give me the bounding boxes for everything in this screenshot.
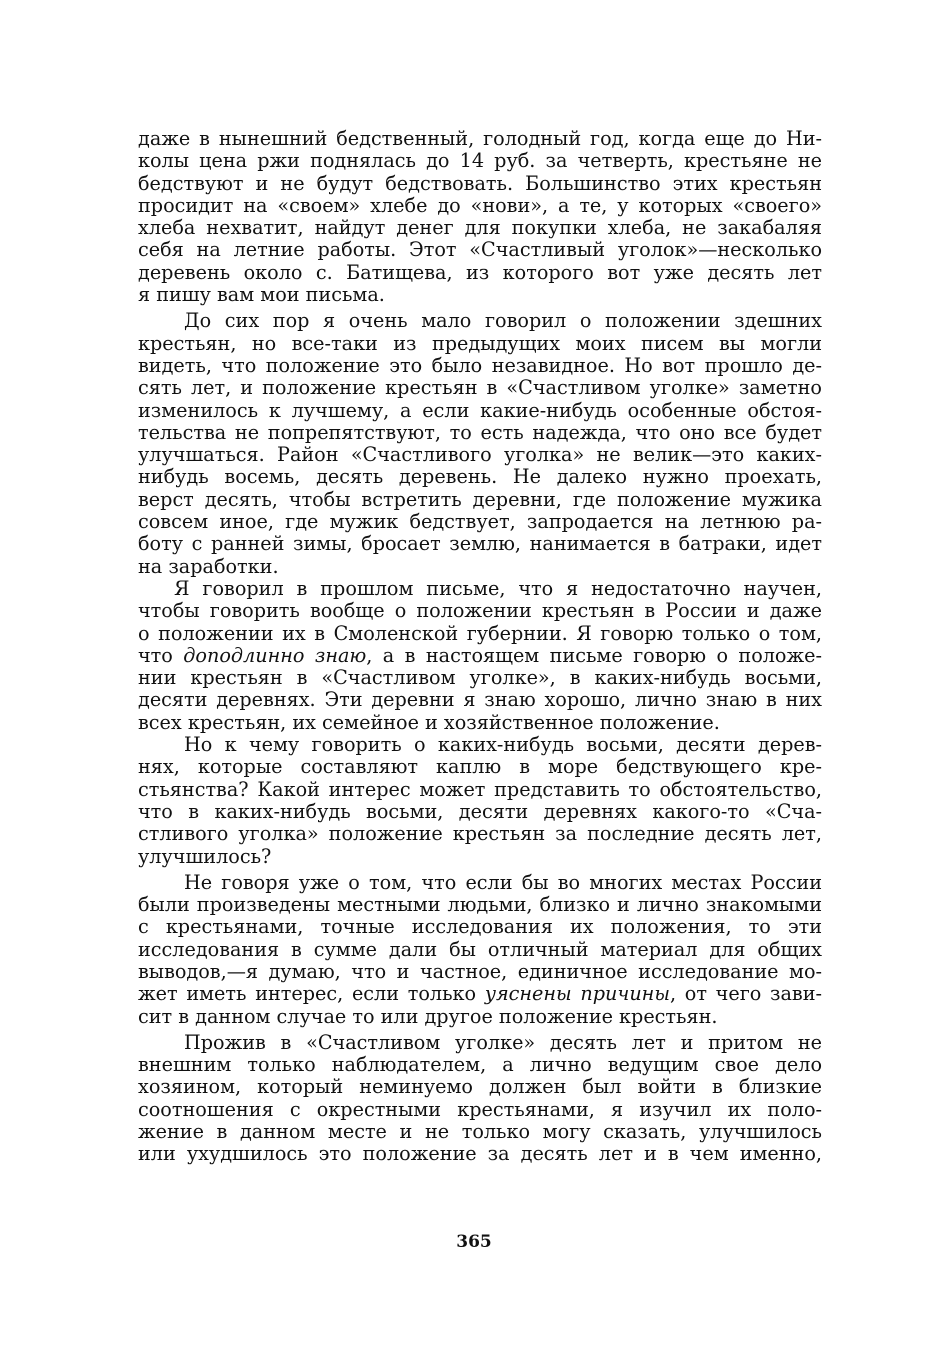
- text-line-with-emphasis: [138, 645, 822, 667]
- text-line: были произведены местными людьми, близко и лично знакомыми: [138, 893, 822, 917]
- text-line: сит в данном случае то или другое положение крестьян.: [138, 1004, 718, 1028]
- text-line: Не говоря уже о том, что если бы во многих местах России: [184, 870, 822, 894]
- text-line: крестьян, но все-таки из предыдущих моих писем вы могли: [138, 331, 822, 355]
- text-fragment: , от чего зави-: [669, 982, 823, 1006]
- text-fragment: что: [138, 643, 184, 667]
- paragraph-6: [138, 1032, 822, 1166]
- text-line: стливого уголка» положение крестьян за последние десять лет,: [138, 822, 822, 846]
- text-line: жение в данном месте и не только могу сказать, улучшилось: [138, 1120, 822, 1144]
- text-line: сять лет, и положение крестьян в «Счастливом уголке» заметно: [138, 376, 822, 400]
- emphasis-text: доподлинно знаю: [183, 643, 367, 667]
- text-line: хозяином, который неминуемо должен был войти в близкие: [138, 1075, 822, 1099]
- text-line: чтобы говорить вообще о положении крестьян в России и даже: [138, 599, 822, 623]
- paragraph-4: [138, 734, 822, 868]
- text-line: тельства не попрепятствуют, то есть надежда, что оно все будет: [138, 420, 822, 444]
- text-line: изменилось к лучшему, а если какие-нибудь особенные обстоя-: [138, 398, 822, 422]
- text-line: десяти деревнях. Эти деревни я знаю хорошо, лично знаю в них: [138, 688, 822, 712]
- text-fragment: жет иметь интерес, если только: [138, 982, 485, 1006]
- text-line: улучшилось?: [138, 844, 272, 868]
- text-line: нибудь восемь, десять деревень. Не далеко нужно проехать,: [138, 465, 822, 489]
- text-line: исследования в сумме дали бы отличный материал для общих: [138, 937, 822, 961]
- text-line: просидит на «своем» хлебе до «нови», а те, у которых «своего»: [138, 193, 822, 217]
- text-line: Но к чему говорить о каких-нибудь восьми, десяти дерев-: [184, 733, 822, 757]
- text-line: о положении их в Смоленской губернии. Я говорю только о том,: [138, 621, 822, 645]
- text-line: деревень около с. Батищева, из которого вот уже десять лет: [138, 260, 822, 284]
- text-line: совсем иное, где мужик бедствует, запродается на летнюю ра-: [138, 510, 822, 534]
- text-line: выводов,—я думаю, что и частное, единичное исследование мо-: [138, 959, 822, 983]
- paragraph-2: [138, 310, 822, 578]
- text-line: До сих пор я очень мало говорил о положении здешних: [184, 309, 822, 333]
- text-line: хлеба нехватит, найдут денег для покупки хлеба, не закабаляя: [138, 216, 822, 240]
- paragraph-1: [138, 128, 822, 306]
- text-line: Я говорил в прошлом письме, что я недостаточно научен,: [174, 576, 822, 600]
- text-line: улучшаться. Район «Счастливого уголка» не велик—это каких-: [138, 443, 822, 467]
- text-line: стьянства? Какой интерес может представить то обстоятельство,: [138, 777, 822, 801]
- emphasis-text: уяснены причины: [484, 982, 670, 1006]
- text-line: или ухудшилось это положение за десять лет и в чем именно,: [138, 1142, 822, 1166]
- text-line: колы цена ржи поднялась до 14 руб. за четверть, крестьяне не: [138, 149, 822, 173]
- text-line: боту с ранней зимы, бросает землю, нанимается в батраки, идет: [138, 532, 822, 556]
- page-number: 365: [456, 1232, 492, 1252]
- body-text: [138, 128, 822, 1166]
- text-line: с крестьянами, точные исследования их положения, то эти: [138, 915, 822, 939]
- paragraph-3: [138, 578, 822, 734]
- text-line: нях, которые составляют каплю в море бедствующего кре-: [138, 755, 822, 779]
- text-line-with-emphasis: [138, 983, 822, 1005]
- text-line: на заработки.: [138, 554, 279, 578]
- text-line: соотношения с окрестными крестьянами, я изучил их поло-: [138, 1097, 822, 1121]
- text-line: я пишу вам мои письма.: [138, 283, 385, 307]
- text-line: что в каких-нибудь восьми, десяти деревнях какого-то «Сча-: [138, 799, 822, 823]
- text-line: нии крестьян в «Счастливом уголке», в каких-нибудь восьми,: [138, 666, 822, 690]
- text-line: даже в нынешний бедственный, голодный год, когда еще до Ни-: [138, 127, 822, 150]
- text-line: бедствуют и не будут бедствовать. Большинство этих крестьян: [138, 171, 822, 195]
- text-line: верст десять, чтобы встретить деревни, где положение мужика: [138, 487, 822, 511]
- text-line: видеть, что положение это было незавидное. Но вот прошло де-: [138, 353, 822, 377]
- text-fragment: , а в настоящем письме говорю о положе-: [366, 643, 822, 667]
- text-line: внешним только наблюдателем, а лично ведущим свое дело: [138, 1053, 822, 1077]
- text-line: Прожив в «Счастливом уголке» десять лет и притом не: [184, 1030, 822, 1054]
- text-line: себя на летние работы. Этот «Счастливый уголок»—несколько: [138, 238, 822, 262]
- text-line: всех крестьян, их семейное и хозяйственное положение.: [138, 710, 720, 734]
- paragraph-5: [138, 872, 822, 1028]
